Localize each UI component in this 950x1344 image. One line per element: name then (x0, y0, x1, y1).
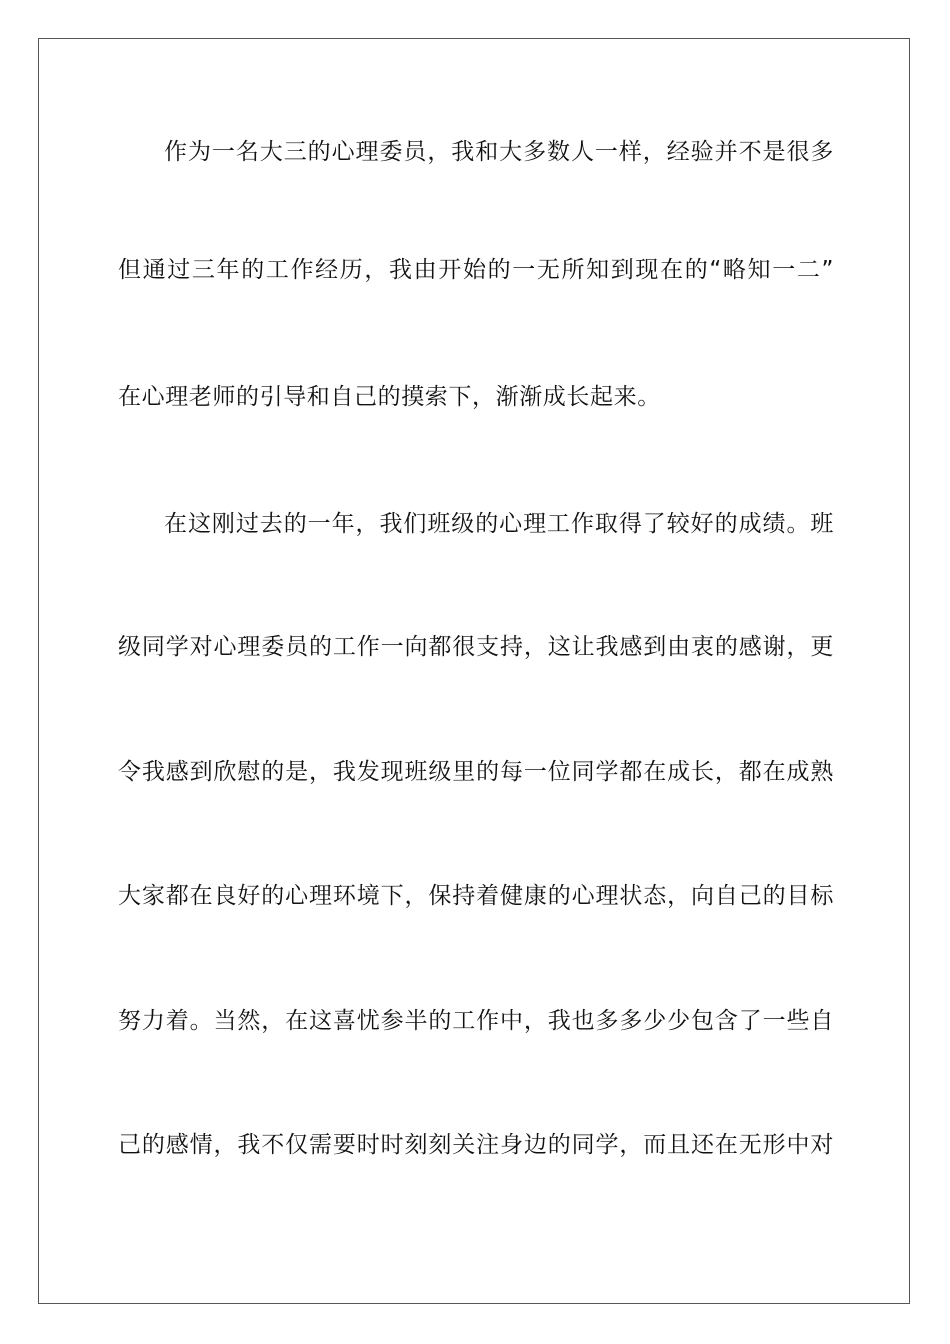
paragraph-2-line-5: 努力着。当然，在这喜忧参半的工作中，我也多多少少包含了一些自 (118, 1008, 834, 1034)
paragraph-2-line-1: 在这刚过去的一年，我们班级的心理工作取得了较好的成绩。班 (164, 511, 834, 537)
paragraph-2-line-2: 级同学对心理委员的工作一向都很支持，这让我感到由衷的感谢，更 (118, 634, 834, 660)
paragraph-1-line-1: 作为一名大三的心理委员，我和大多数人一样，经验并不是很多 (164, 139, 834, 165)
page-border (38, 38, 910, 1304)
paragraph-2-line-4: 大家都在良好的心理环境下，保持着健康的心理状态，向自己的目标 (118, 883, 834, 909)
paragraph-1-line-2: 但通过三年的工作经历，我由开始的一无所知到现在的“略知一二” (118, 257, 834, 283)
paragraph-1-line-3: 在心理老师的引导和自己的摸索下，渐渐成长起来。 (118, 384, 661, 410)
paragraph-2-line-6: 己的感情，我不仅需要时时刻刻关注身边的同学，而且还在无形中对 (118, 1132, 834, 1158)
paragraph-2-line-3: 令我感到欣慰的是，我发现班级里的每一位同学都在成长，都在成熟 (118, 759, 834, 785)
